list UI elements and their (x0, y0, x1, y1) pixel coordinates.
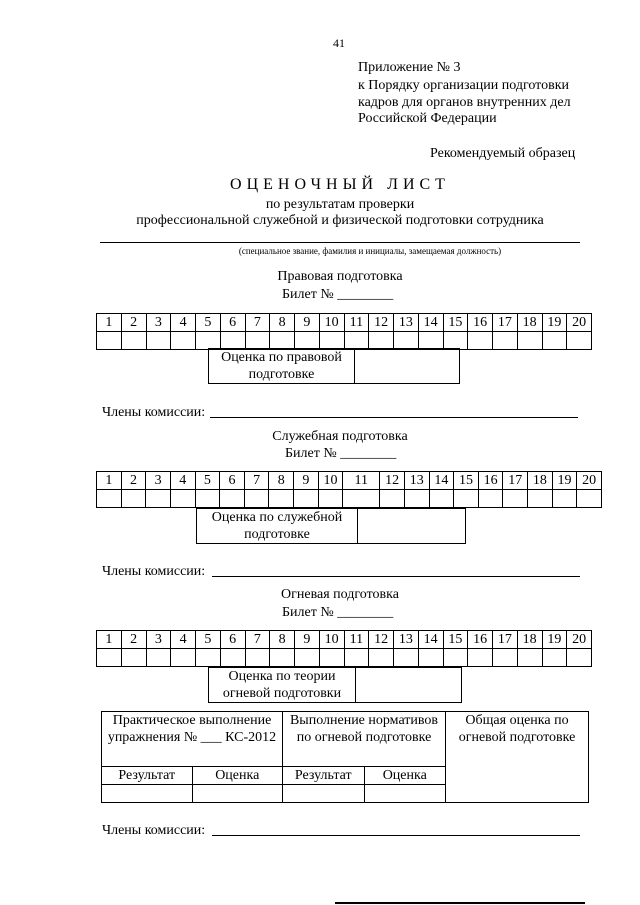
legal-number-row (97, 314, 592, 332)
question-number: 13 (394, 314, 419, 332)
norms-grade-header: Оценка (364, 767, 446, 785)
appendix-line-4: Российской Федерации (358, 111, 497, 126)
answer-cell[interactable] (294, 490, 319, 508)
answer-cell[interactable] (418, 649, 443, 667)
service-heading: Служебная подготовка (272, 429, 408, 444)
answer-cell[interactable] (567, 332, 592, 350)
answer-cell[interactable] (493, 332, 518, 350)
question-number: 15 (443, 314, 468, 332)
answer-cell[interactable] (295, 332, 320, 350)
answer-cell[interactable] (517, 649, 542, 667)
answer-cell[interactable] (478, 490, 503, 508)
question-number: 17 (493, 314, 518, 332)
name-caption: (специальное звание, фамилия и инициалы, замещаемая должность) (238, 246, 502, 256)
answer-cell[interactable] (493, 649, 518, 667)
answer-cell[interactable] (244, 490, 269, 508)
appendix-line-3: кадров для органов внутренних дел (358, 95, 571, 110)
answer-cell[interactable] (394, 332, 419, 350)
members-label-legal: Члены комиссии: (102, 405, 206, 420)
question-number: 13 (404, 472, 429, 490)
fire-theory-score-label: Оценка по теории огневой подготовки (209, 668, 356, 703)
question-number: 15 (443, 631, 468, 649)
question-number: 9 (295, 631, 320, 649)
service-answer-row (97, 490, 602, 508)
question-number: 1 (97, 631, 122, 649)
question-number: 16 (468, 631, 493, 649)
question-number: 18 (528, 472, 553, 490)
answer-cell[interactable] (121, 332, 146, 350)
question-number: 18 (517, 631, 542, 649)
service-score-value[interactable] (358, 509, 466, 544)
service-ticket: Билет № ________ (285, 446, 397, 461)
question-number: 3 (146, 472, 171, 490)
question-number: 3 (146, 314, 171, 332)
norms-header: Выполнение нормативов по огневой подготовке (283, 712, 446, 767)
fire-number-row (97, 631, 592, 649)
question-number: 1 (97, 472, 122, 490)
question-number: 11 (344, 314, 369, 332)
answer-cell[interactable] (195, 490, 220, 508)
question-number: 11 (344, 631, 369, 649)
question-number: 5 (196, 314, 221, 332)
overall-header: Общая оценка по огневой подготовке (446, 712, 589, 803)
question-number: 7 (244, 472, 269, 490)
question-number: 3 (146, 631, 171, 649)
answer-cell[interactable] (369, 649, 394, 667)
answer-cell[interactable] (369, 332, 394, 350)
answer-cell[interactable] (468, 332, 493, 350)
fire-theory-score-box (208, 667, 462, 703)
practical-result-header: Результат (102, 767, 193, 785)
question-number: 8 (270, 314, 295, 332)
answer-cell[interactable] (542, 332, 567, 350)
answer-cell[interactable] (542, 649, 567, 667)
legal-score-label: Оценка по правовой подготовке (209, 349, 355, 384)
question-number: 10 (318, 472, 343, 490)
answer-cell[interactable] (319, 649, 344, 667)
legal-heading: Правовая подготовка (277, 269, 403, 284)
fire-ticket: Билет № ________ (282, 605, 394, 620)
question-number: 2 (121, 314, 146, 332)
legal-score-value[interactable] (355, 349, 460, 384)
answer-cell[interactable] (418, 332, 443, 350)
recommended-sample: Рекомендуемый образец (430, 146, 576, 161)
answer-cell[interactable] (121, 490, 146, 508)
answer-cell[interactable] (344, 649, 369, 667)
question-number: 4 (171, 314, 196, 332)
question-number: 13 (394, 631, 419, 649)
question-number: 19 (542, 314, 567, 332)
appendix-line-1: Приложение № 3 (358, 60, 461, 75)
answer-cell[interactable] (270, 649, 295, 667)
service-grid (96, 471, 602, 508)
answer-cell[interactable] (245, 332, 270, 350)
question-number: 17 (503, 472, 528, 490)
question-number: 5 (195, 472, 220, 490)
fire-grid (96, 630, 592, 667)
answer-cell[interactable] (503, 490, 528, 508)
question-number: 6 (220, 472, 245, 490)
answer-cell[interactable] (269, 490, 294, 508)
legal-grid (96, 313, 592, 350)
question-number: 19 (542, 631, 567, 649)
question-number: 12 (380, 472, 405, 490)
question-number: 2 (121, 631, 146, 649)
page-bottom-rule (335, 902, 585, 904)
question-number: 5 (196, 631, 221, 649)
answer-cell[interactable] (454, 490, 479, 508)
answer-cell[interactable] (295, 649, 320, 667)
question-number: 16 (478, 472, 503, 490)
practical-grade-header: Оценка (192, 767, 283, 785)
answer-cell[interactable] (146, 490, 171, 508)
answer-cell[interactable] (443, 649, 468, 667)
answer-cell[interactable] (404, 490, 429, 508)
question-number: 6 (220, 631, 245, 649)
question-number: 11 (343, 472, 380, 490)
answer-cell[interactable] (318, 490, 343, 508)
question-number: 17 (493, 631, 518, 649)
question-number: 20 (567, 631, 592, 649)
question-number: 19 (552, 472, 577, 490)
question-number: 15 (454, 472, 479, 490)
members-label-fire: Члены комиссии: (102, 823, 206, 838)
question-number: 4 (171, 631, 196, 649)
service-score-label: Оценка по служебной подготовке (197, 509, 358, 544)
answer-cell[interactable] (97, 332, 122, 350)
question-number: 12 (369, 314, 394, 332)
question-number: 14 (429, 472, 454, 490)
answer-cell[interactable] (343, 490, 380, 508)
answer-cell[interactable] (171, 332, 196, 350)
question-number: 20 (577, 472, 602, 490)
page-number: 41 (333, 36, 345, 50)
answer-cell[interactable] (121, 649, 146, 667)
question-number: 10 (319, 314, 344, 332)
norms-grade-value[interactable] (364, 785, 446, 803)
answer-cell[interactable] (567, 649, 592, 667)
question-number: 6 (220, 314, 245, 332)
question-number: 7 (245, 631, 270, 649)
name-field-line (100, 242, 580, 243)
answer-cell[interactable] (517, 332, 542, 350)
answer-cell[interactable] (196, 649, 221, 667)
question-number: 18 (517, 314, 542, 332)
members-line-service[interactable] (212, 576, 580, 577)
answer-cell[interactable] (97, 649, 122, 667)
appendix-line-2: к Порядку организации подготовки (358, 78, 569, 93)
answer-cell[interactable] (443, 332, 468, 350)
title-line-3: профессиональной служебной и физической подготовки сотрудника (136, 213, 544, 228)
question-number: 1 (97, 314, 122, 332)
legal-ticket: Билет № ________ (282, 287, 394, 302)
answer-cell[interactable] (344, 332, 369, 350)
service-score-box (196, 508, 466, 544)
document-title: ОЦЕНОЧНЫЙ ЛИСТ (230, 176, 450, 193)
answer-cell[interactable] (270, 332, 295, 350)
question-number: 12 (369, 631, 394, 649)
norms-result-value[interactable] (283, 785, 365, 803)
answer-cell[interactable] (468, 649, 493, 667)
members-line-legal[interactable] (210, 417, 578, 418)
question-number: 16 (468, 314, 493, 332)
answer-cell[interactable] (577, 490, 602, 508)
question-number: 14 (418, 631, 443, 649)
answer-cell[interactable] (220, 332, 245, 350)
service-number-row (97, 472, 602, 490)
answer-cell[interactable] (552, 490, 577, 508)
answer-cell[interactable] (220, 490, 245, 508)
question-number: 14 (418, 314, 443, 332)
answer-cell[interactable] (170, 490, 195, 508)
title-line-2: по результатам проверки (265, 197, 415, 212)
fire-heading: Огневая подготовка (281, 587, 399, 602)
question-number: 9 (294, 472, 319, 490)
question-number: 2 (121, 472, 146, 490)
answer-cell[interactable] (196, 332, 221, 350)
legal-answer-row (97, 332, 592, 350)
question-number: 20 (567, 314, 592, 332)
answer-cell[interactable] (97, 490, 122, 508)
answer-cell[interactable] (220, 649, 245, 667)
answer-cell[interactable] (146, 649, 171, 667)
answer-cell[interactable] (319, 332, 344, 350)
fire-practical-table (101, 711, 589, 803)
fire-theory-score-value[interactable] (356, 668, 462, 703)
practical-result-value[interactable] (102, 785, 193, 803)
answer-cell[interactable] (146, 332, 171, 350)
practical-header: Практическое выполнение упражнения № ___ КС-2012 (102, 712, 283, 767)
question-number: 10 (319, 631, 344, 649)
answer-cell[interactable] (528, 490, 553, 508)
norms-result-header: Результат (283, 767, 365, 785)
answer-cell[interactable] (171, 649, 196, 667)
answer-cell[interactable] (380, 490, 405, 508)
question-number: 8 (270, 631, 295, 649)
question-number: 4 (170, 472, 195, 490)
answer-cell[interactable] (394, 649, 419, 667)
members-label-service: Члены комиссии: (102, 564, 206, 579)
practical-grade-value[interactable] (192, 785, 283, 803)
answer-cell[interactable] (429, 490, 454, 508)
question-number: 8 (269, 472, 294, 490)
question-number: 9 (295, 314, 320, 332)
answer-cell[interactable] (245, 649, 270, 667)
members-line-fire[interactable] (212, 835, 580, 836)
fire-answer-row (97, 649, 592, 667)
legal-score-box (208, 348, 460, 384)
question-number: 7 (245, 314, 270, 332)
